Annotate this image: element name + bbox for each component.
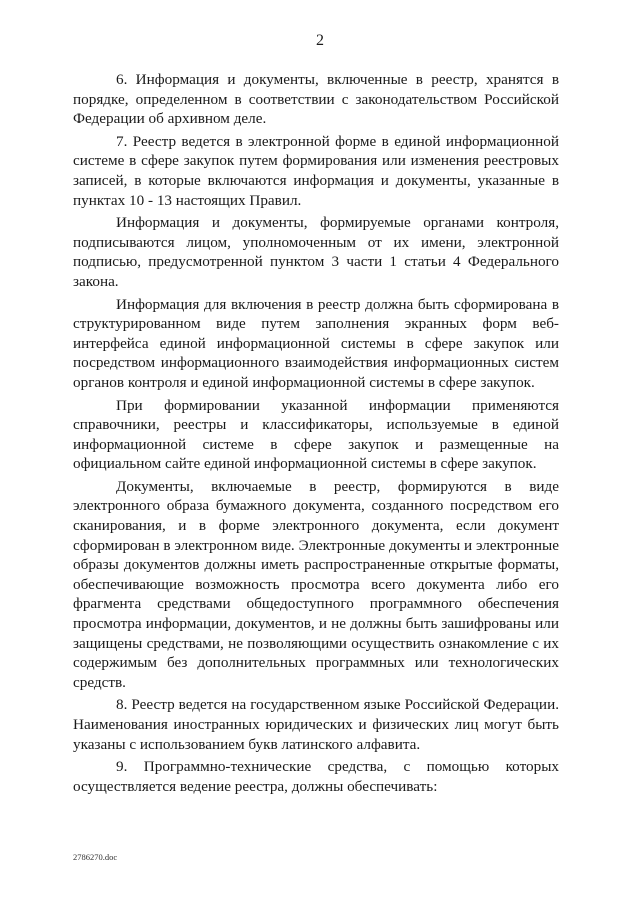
paragraph-item-8: 8. Реестр ведется на государственном языке Российской Федерации. Наименования иностранных юридических и физических лиц могут быть указаны с использованием букв латинского алфавита. [73,696,559,753]
paragraph-item-9: 9. Программно-технические средства, с помощью которых осуществляется ведение реестра, должны обеспечивать: [73,758,559,795]
document-file-footer: 2786270.doc [73,852,118,862]
paragraph-structured-form: Информация для включения в реестр должна быть сформирована в структурированном виде путем заполнения экранных форм веб-интерфейса единой информационной системы в сфере закупок или посредством информационного взаимодействия информационных систем органов контроля и единой информационной системы в сфере закупок. [73,295,559,391]
paragraph-classifiers: При формировании указанной информации применяются справочники, реестры и классификаторы, используемые в единой информационной системе в сфере закупок и размещенные на официальном сайте единой информационной системы в сфере закупок. [73,396,559,473]
paragraph-item-6: 6. Информация и документы, включенные в реестр, хранятся в порядке, определенном в соответствии с законодательством Российской Федерации об архивном деле. [73,71,559,128]
paragraph-signature-rule: Информация и документы, формируемые органами контроля, подписываются лицом, уполномоченным от их имени, электронной подписью, предусмотренной пунктом 3 части 1 статьи 4 Федерального закона. [73,214,559,290]
paragraph-document-formats: Документы, включаемые в реестр, формируются в виде электронного образа бумажного документа, созданного посредством его сканирования, и в форме электронного документа, если документ сформирован в электронном виде. Электронные документы и электронные образы документов должны иметь распространенные открытые форматы, обеспечивающие возможность просмотра всего документа либо его фрагмента средствами общедоступного программного обеспечения просмотра информации, документов, и не должны быть зашифрованы или защищены средствами, не позволяющими осуществить ознакомление с их содержимым без дополнительных программных или технологических средств. [73,477,559,691]
paragraph-item-7: 7. Реестр ведется в электронной форме в единой информационной системе в сфере закупок путем формирования или изменения реестровых записей, в которые включаются информация и документы, указанные в пунктах 10 - 13 настоящих Правил. [73,132,559,209]
document-body [73,70,559,799]
page-number: 2 [316,32,324,49]
